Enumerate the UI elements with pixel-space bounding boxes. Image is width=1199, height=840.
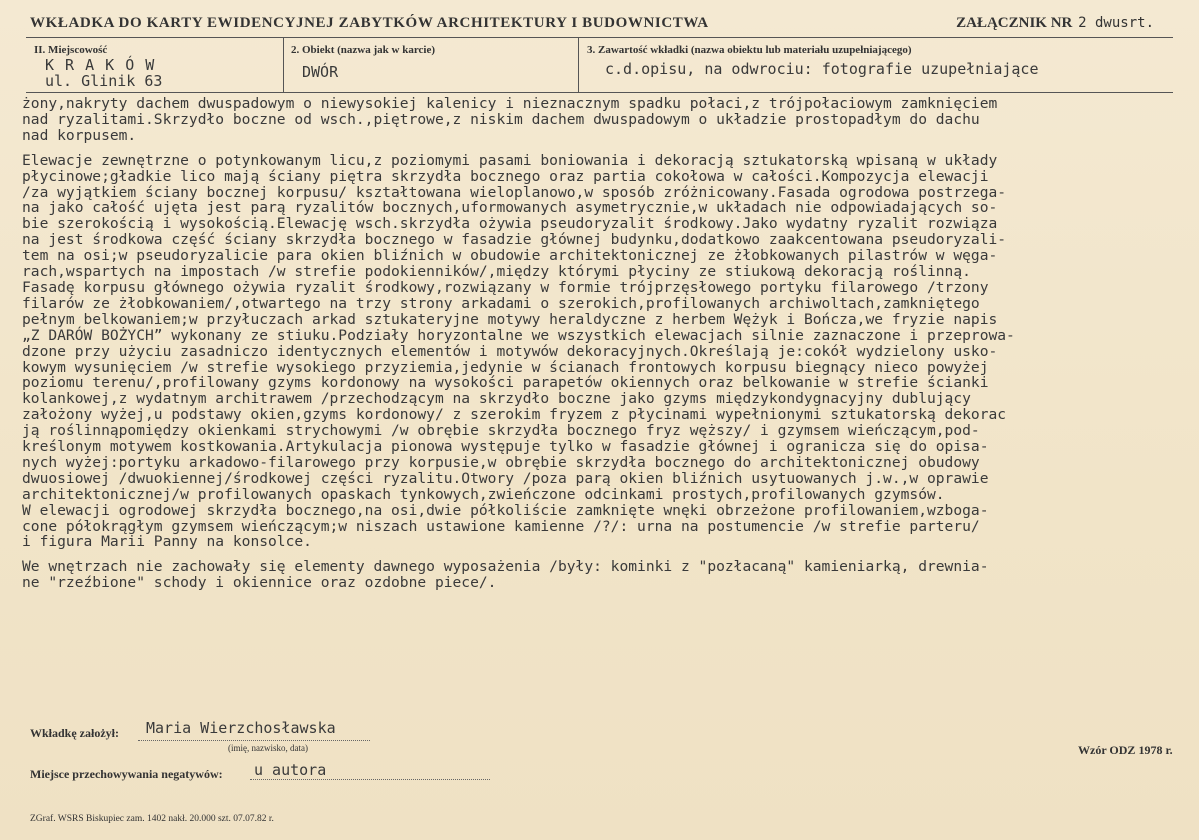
description-line: pełnym belkowaniem;w przyłuczach arkad sztukateryjne motywy heraldyczne z herbem Wężyk i Bończa,we fryzie napis (22, 310, 998, 328)
description-line: dwuosiowej /dwuokiennej/środkowej części ryzalitu.Otwory /poza parą okien bliźnich usytuowanych j.w.,w oprawie (22, 469, 989, 487)
author-dotted-line (138, 740, 370, 741)
description-line: cone półokrągłym gzymsem wieńczącym;w niszach ustawione kamienne /?/: urna na postumencie /w strefie parteru/ (22, 517, 980, 535)
description-line: dzone przy użyciu zasadniczo identycznych elementów i motywów dekoracyjnych.Określają je:cokół wydzielony usko- (22, 342, 998, 360)
storage-value: u autora (254, 761, 327, 779)
attachment-label: ZAŁĄCZNIK NR (956, 15, 1073, 31)
storage-label: Miejsce przechowywania negatywów: (30, 767, 223, 781)
description-line: żony,nakryty dachem dwuspadowym o niewysokiej kalenicy i nieznacznym spadku połaci,z trójpołaciowym zamknięciem (22, 95, 998, 112)
description-line: W elewacji ogrodowej skrzydła bocznego,na osi,dwie półkoliście zamknięte wnęki obrzeżone profilowaniem,wzboga- (22, 501, 989, 519)
description-line: nad korpusem. (22, 126, 137, 144)
description-line: nych wyżej:portyku arkadowo-filarowego przy korpusie,w obrębie skrzydła bocznego do architektonicznej obudowy (22, 453, 980, 471)
description-line: kreślonym motywem kostkowania.Artykulacja pionowa występuje tylko w fasadzie głównej i ogranicza się do opisa- (22, 438, 989, 456)
locality-city: K R A K Ó W (45, 56, 156, 74)
attachment-number (956, 15, 1154, 32)
description-line: tem na osi;w pseudoryzalicie para okien bliźnich w obudowie architektonicznej ze żłobkowanych pilastrów w węga- (22, 247, 998, 265)
description-line: na jako całość ujęta jest parą ryzalitów bocznych,uformowanych asymetrycznie,w układach nie odpowiadających so- (22, 199, 998, 217)
description-line: Fasadę korpusu głównego ożywia ryzalit środkowy,rozwiązany w formie trójprzęsłowego portyku filarowego /trzony (22, 278, 989, 296)
description-line: i figura Marii Panny na konsolce. (22, 533, 312, 551)
description-line: filarów ze żłobkowaniem/,otwartego na trzy strony arkadami o szerokich,profilowanych archiwoltach,zamkniętego (22, 294, 980, 312)
field-separator-1 (283, 37, 284, 92)
fields-divider (26, 92, 1173, 93)
contents-label: 3. Zawartość wkładki (nazwa obiektu lub materiału uzupełniającego) (587, 44, 912, 56)
description-text (22, 96, 1182, 591)
author-value: Maria Wierzchosławska (146, 719, 336, 737)
storage-dotted-line (250, 779, 490, 780)
author-hint: (imię, nazwisko, data) (228, 743, 308, 753)
description-line: nad ryzalitami.Skrzydło boczne od wsch.,piętrowe,z niskim dachem dwuspadowym o układzie prostopadłym do dachu (22, 110, 980, 128)
form-code: Wzór ODZ 1978 r. (1078, 743, 1173, 757)
card-title: WKŁADKA DO KARTY EWIDENCYJNEJ ZABYTKÓW ARCHITEKTURY I BUDOWNICTWA (30, 15, 709, 31)
header-divider (26, 37, 1173, 38)
description-line: Elewacje zewnętrzne o potynkowanym licu,z poziomymi pasami boniowania i dekoracją sztukatorską wpisaną w układy (22, 151, 998, 169)
description-line: kolankowej,z wydatnym architrawem /przechodzącym na skrzydło boczne jako gzyms międzykondygnacyjny dublujący (22, 390, 971, 408)
description-line: „Z DARÓW BOŻYCH” wykonany ze stiuku.Podziały horyzontalne we wszystkich elewacjach silnie zaznaczone i przeprowa- (22, 326, 1015, 344)
description-line: kowym wysunięciem /w strefie wysokiego przyziemia,jedynie w ścianach frontowych korpusu biegnący nieco powyżej (22, 358, 989, 376)
description-line: bie szerokością i wysokością.Elewację wsch.skrzydła ożywia pseudoryzalit środkowy.Jako wydatny ryzalit rozwiąza (22, 215, 998, 233)
description-line: We wnętrzach nie zachowały się elementy dawnego wyposażenia /były: kominki z "pozłacaną" kamieniarką, drewnia- (22, 558, 989, 576)
description-line: płycinowe;gładkie lico mają ściany piętra skrzydła bocznego oraz partia cokołowa w całości.Kompozycja elewacji (22, 167, 989, 185)
description-line: rach,wspartych na impostach /w strefie podokienników/,między którymi płyciny ze stiukową dekoracją roślinną. (22, 263, 971, 281)
object-label: 2. Obiekt (nazwa jak w karcie) (291, 44, 436, 56)
description-line: poziomu terenu/,profilowany gzyms kordonowy na wysokości parapetów okiennych oraz belkowanie w strefie ścianki (22, 374, 989, 392)
attachment-value: 2 dwusrt. (1078, 15, 1154, 31)
description-line: na jest środkowa część ściany skrzydła bocznego w fasadzie głównej budynku,dodatkowo zaakcentowana pseudoryzali- (22, 231, 1007, 249)
locality-street: ul. Glinik 63 (45, 72, 163, 90)
description-line: założony wyżej,u podstawy okien,gzyms kordonowy/ z szerokim fryzem z płycinami wypełnionymi sztukatorską dekorac (22, 406, 1007, 424)
object-value: DWÓR (302, 63, 339, 81)
description-line: /za wyjątkiem ściany bocznej korpusu/ kształtowana wieloplanowo,w sposób zróżnicowany.Fasada ogrodowa postrzega- (22, 183, 1007, 201)
contents-value: c.d.opisu, na odwrociu: fotografie uzupełniające (605, 60, 1039, 78)
author-label: Wkładkę założył: (30, 726, 119, 740)
description-line: ne "rzeźbione" schody i okiennice oraz ozdobne piece/. (22, 574, 497, 592)
field-separator-2 (578, 37, 579, 92)
printer-info: ZGraf. WSRS Biskupiec zam. 1402 nakł. 20.000 szt. 07.07.82 r. (30, 814, 274, 824)
locality-label: II. Miejscowość (34, 44, 108, 56)
description-line: architektonicznej/w profilowanych opaskach tynkowych,zwieńczone odcinkami prostych,profilowanych gzymsów. (22, 485, 945, 503)
description-line: ją roślinnąpomiędzy okienkami strychowymi /w obrębie skrzydła bocznego fryz węższy/ i gzymsem wieńczącym,pod- (22, 422, 980, 440)
